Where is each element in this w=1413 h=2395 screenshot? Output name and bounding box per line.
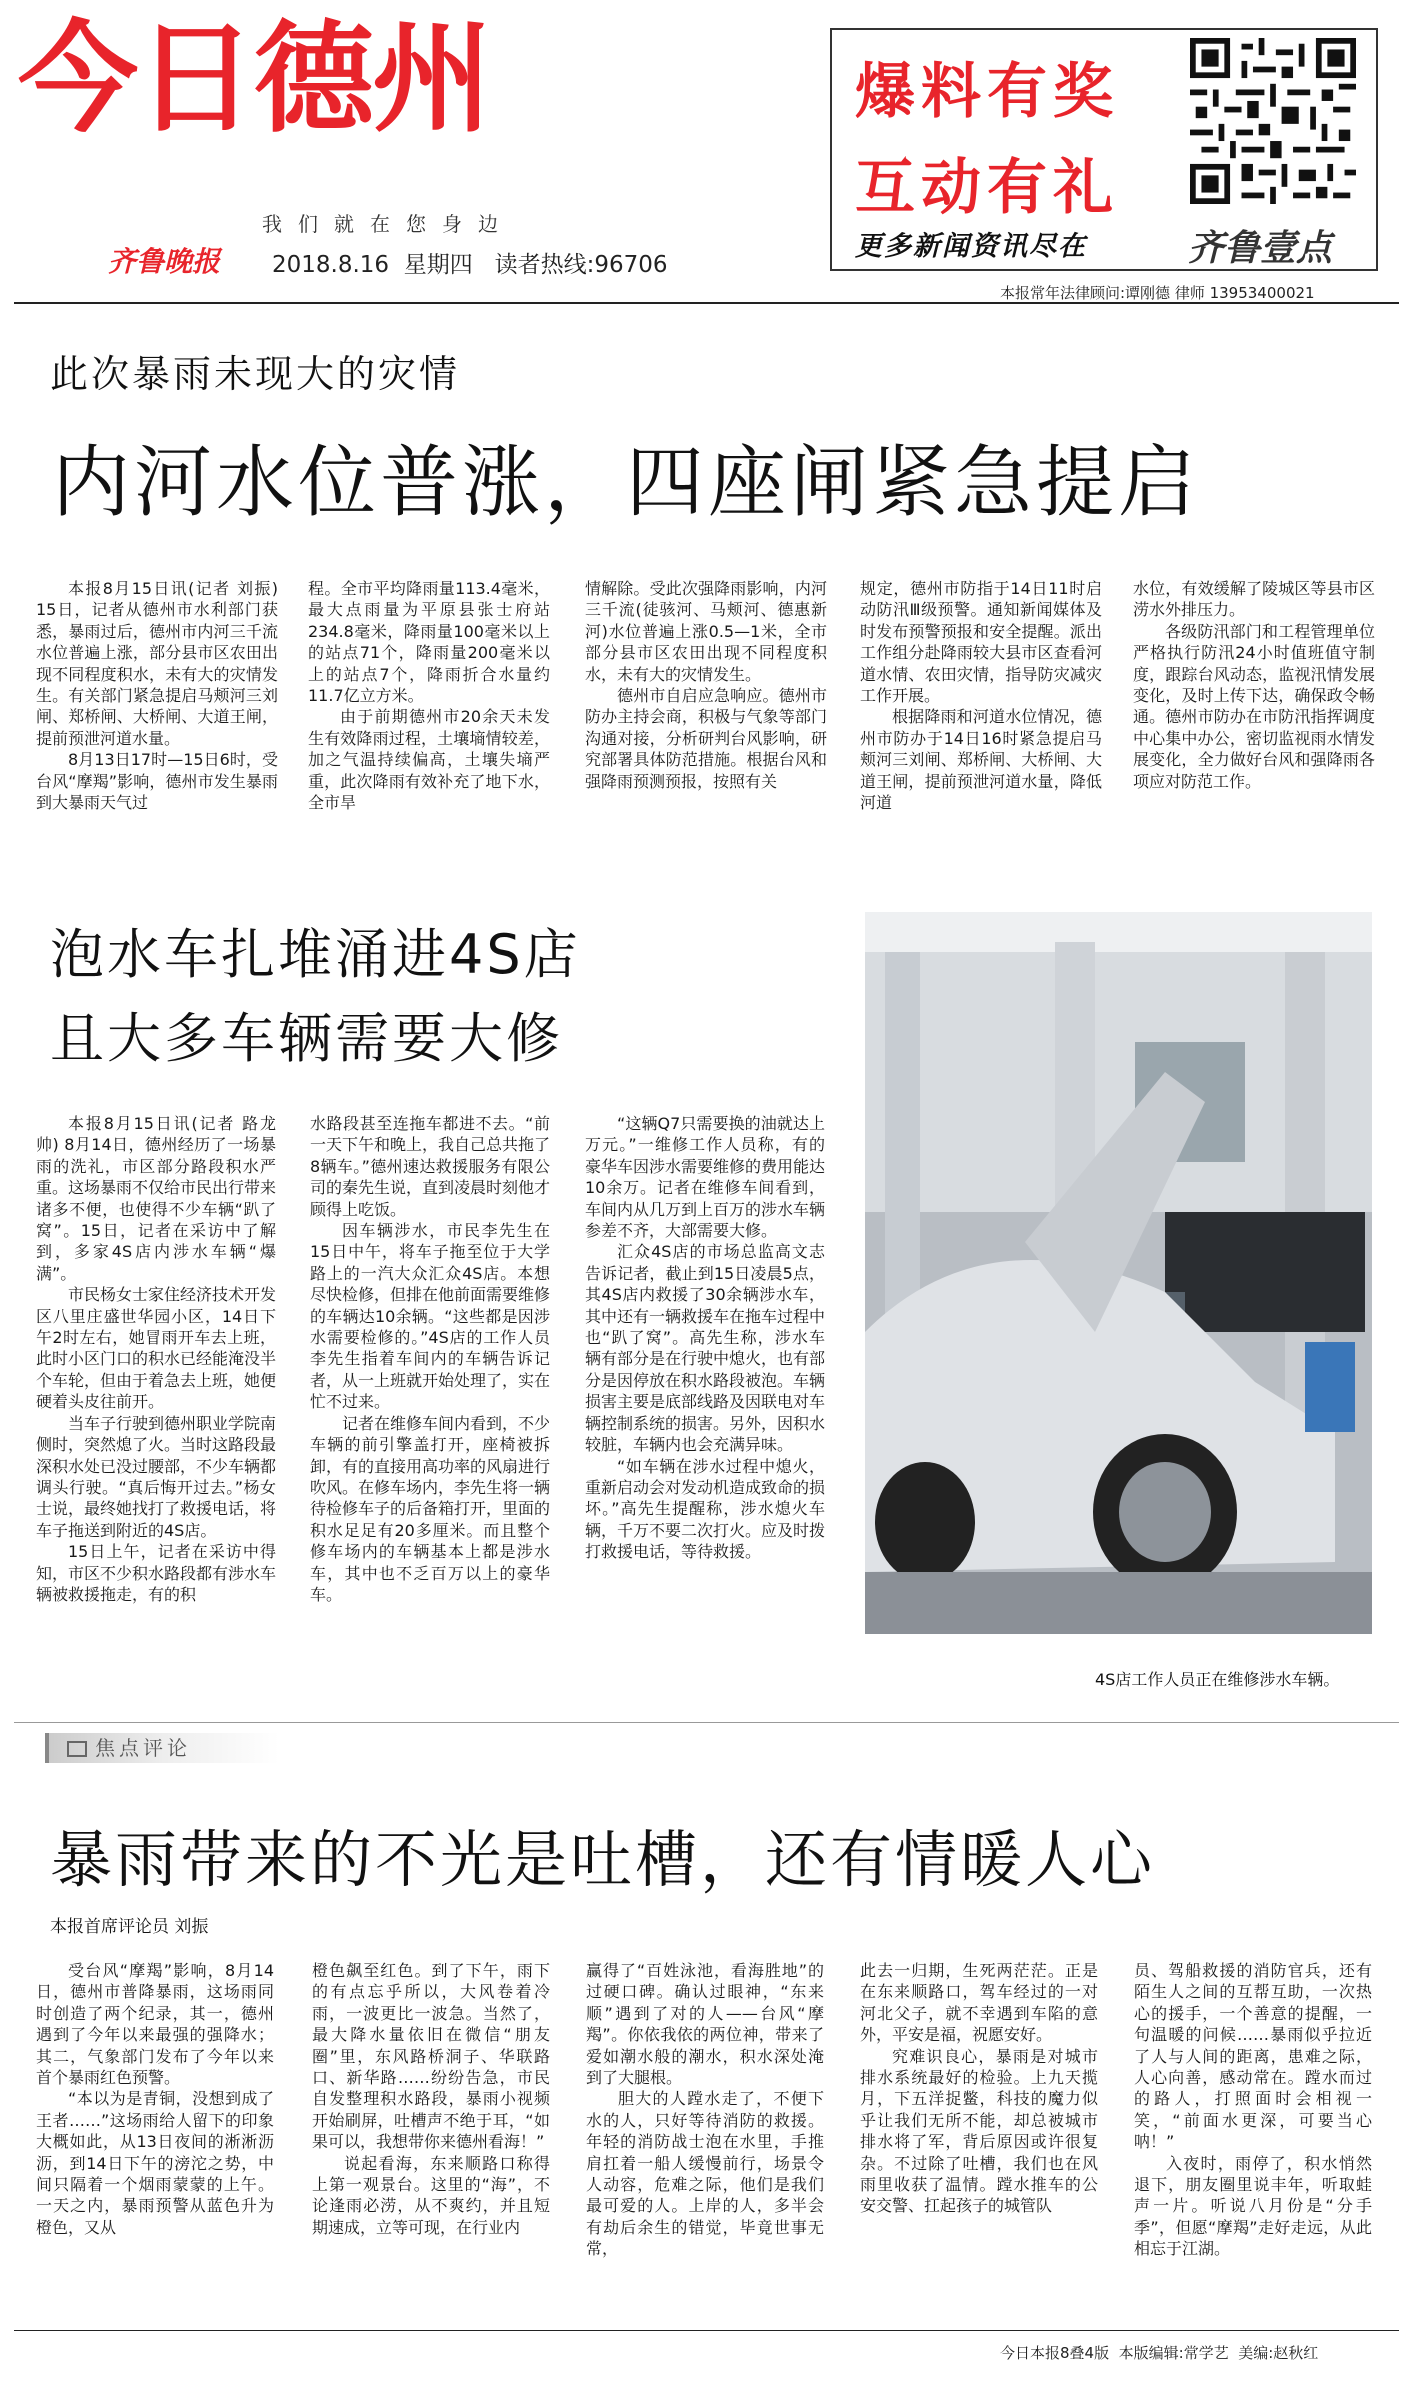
paragraph: “这辆Q7只需要换的油就达上万元。”一维修工作人员称，有的豪华车因涉水需要维修的费用能达10余万。记者在维修车间看到，车间内从几万到上百万的涉水车辆参差不齐，大部需要大修。 xyxy=(585,1114,826,1241)
paragraph: 规定，德州市防指于14日11时启动防汛Ⅲ级预警。通知新闻媒体及时发布预警预报和安全提醒。派出工作组分赴降雨较大县市区查看河道水情、农田灾情，指导防灾减灾工作开展。 xyxy=(860,579,1102,706)
commentary-col-1 xyxy=(36,1960,274,2238)
paragraph: 说起看海，东来顺路口称得上第一观景台。这里的“海”，不论逢雨必涝，从不爽约，并且短期速成，立等可现，在行业内 xyxy=(312,2153,550,2237)
paragraph: 此去一归期，生死两茫茫。正是在东来顺路口，驾车经过的一对河北父子，就不幸遇到车陷的意外，平安是福，祝愿安好。 xyxy=(860,1961,1098,2045)
paragraph: 赢得了“百姓泳池，看海胜地”的过硬口碑。确认过眼神，“东来顺”遇到了对的人——台风“摩羯”。你依我依的两位神，带来了爱如潮水般的潮水，积水深处淹到了大腿根。 xyxy=(586,1961,824,2088)
commentary-byline: 本报首席评论员 刘振 xyxy=(50,1917,209,1937)
paragraph: 市民杨女士家住经济技术开发区八里庄盛世华园小区，14日下午2时左右，她冒雨开车去上班，此时小区门口的积水已经能淹没半个车轮，但由于着急去上班，她便硬着头皮往前开。 xyxy=(36,1285,277,1412)
masthead-dateline xyxy=(272,246,668,279)
paragraph: 当车子行驶到德州职业学院南侧时，突然熄了火。当时这路段最深积水处已没过腰部，不少车辆都调头行驶。“真后悔开过去。”杨女士说，最终她找打了救援电话，将车子拖送到附近的4S店。 xyxy=(36,1413,277,1540)
paragraph: 究难识良心，暴雨是对城市排水系统最好的检验。上九天揽月，下五洋捉鳖，科技的魔力似乎让我们无所不能，却总被城市排水将了军，背后原因或许很复杂。不过除了吐槽，我们也在风雨里收获了温情。蹚水推车的公安交警、扛起孩子的城管队 xyxy=(860,2046,1098,2216)
paragraph: “如车辆在涉水过程中熄火，重新启动会对发动机造成致命的损坏。”高先生提醒称，涉水熄火车辆，千万不要二次打火。应及时拨打救援电话，等待救援。 xyxy=(585,1456,826,1562)
paragraph: 德州市自启应急响应。德州市防办主持会商，积极与气象等部门沟通对接，分析研判台风影响，研究部署具体防范措施。根据台风和强降雨预测预报，按照有关 xyxy=(585,686,827,791)
article1-col-5 xyxy=(1133,578,1375,792)
section-rule xyxy=(14,1722,1399,1723)
legal-advisor: 本报常年法律顾问:谭刚德 律师 13953400021 xyxy=(1000,284,1315,302)
footer-editor: 本版编辑:常学艺 xyxy=(1118,2344,1229,2362)
paragraph: 本报8月15日讯(记者 刘振) 15日，记者从德州市水利部门获悉，暴雨过后，德州市内河三千流水位普遍上涨，部分县市区农田出现不同程度积水，未有大的灾情发生。有关部门紧急提启马颊河三刘闸、郑桥闸、大桥闸、大道王闸，提前预泄河道水量。 xyxy=(36,579,278,748)
commentary-col-5 xyxy=(1134,1960,1372,2260)
repair-shop-photo xyxy=(865,912,1372,1634)
commentary-headline: 暴雨带来的不光是吐槽，还有情暖人心 xyxy=(50,1823,1156,1896)
paragraph: 橙色飙至红色。到了下午，雨下的有点忘乎所以，大风卷着冷雨，一波更比一波急。当然了，最大降水量依旧在微信“朋友圈”里，东风路桥洞子、华联路口、新华路……纷纷告急，市民自发整理积水路段，暴雨小视频开始刷屏，吐槽声不绝于耳，“如果可以，我想带你来德州看海！” xyxy=(312,1961,550,2152)
paragraph: 入夜时，雨停了，积水悄然退下，朋友圈里说丰年，听取蛙声一片。听说八月份是“分手季”，但愿“摩羯”走好走远，从此相忘于江湖。 xyxy=(1134,2153,1372,2259)
paragraph: 记者在维修车间内看到，不少车辆的前引擎盖打开，座椅被拆卸，有的直接用高功率的风扇进行吹风。在修车场内，李先生将一辆待检修车子的后备箱打开，里面的积水足足有20多厘米。而且整个修车场内的车辆基本上都是涉水车，其中也不乏百万以上的豪华车。 xyxy=(310,1413,551,1604)
article1-subhead: 此次暴雨未现大的灾情 xyxy=(50,352,461,396)
paragraph: 15日上午，记者在采访中得知，市区不少积水路段都有涉水车辆被救援拖走，有的积 xyxy=(36,1542,277,1604)
masthead-brand: 齐鲁晚报 xyxy=(108,245,221,278)
focus-tag-label: 焦点评论 xyxy=(95,1736,191,1760)
article1-col-2 xyxy=(308,578,550,813)
paragraph: 各级防汛部门和工程管理单位严格执行防汛24小时值班值守制度，跟踪台风动态，监视汛情发展变化，及时上传下达，确保政令畅通。德州市防办在市防汛指挥调度中心集中办公，密切监视雨水情发展变化，全力做好台风和强降雨各项应对防范工作。 xyxy=(1133,621,1375,791)
paragraph: 因车辆涉水，市民李先生在15日中午，将车子拖至位于大学路上的一汽大众汇众4S店。本想尽快检修，但排在他前面需要维修的车辆达10余辆。“这些都是因涉水需要检修的。”4S店的工作人员李先生指着车间内的车辆告诉记者，从一上班就开始处理了，实在忙不过来。 xyxy=(310,1221,551,1412)
hotline: 读者热线:96706 xyxy=(494,252,668,278)
paragraph: 本报8月15日讯(记者 路龙帅) 8月14日，德州经历了一场暴雨的洗礼，市区部分路段积水严重。这场暴雨不仅给市民出行带来诸多不便，也使得不少车辆“趴了窝”。15日，记者在采访中了解到，多家4S店内涉水车辆“爆满”。 xyxy=(36,1114,277,1283)
article1-col-1 xyxy=(36,578,278,813)
footer-art: 美编:赵秋红 xyxy=(1238,2344,1319,2362)
article2-headline-line1: 泡水车扎堆涌进4S店 xyxy=(50,923,581,986)
commentary-col-3 xyxy=(586,1960,824,2260)
article1-col-4 xyxy=(860,578,1102,813)
weekday: 星期四 xyxy=(403,252,473,278)
paragraph: 8月13日17时—15日6时，受台风“摩羯”影响，德州市发生暴雨到大暴雨天气过 xyxy=(36,750,278,813)
paragraph: 由于前期德州市20余天未发生有效降雨过程，土壤墒情较差，加之气温持续偏高，土壤失墒严重，此次降雨有效补充了地下水，全市旱 xyxy=(308,707,550,813)
article2-col-2 xyxy=(310,1113,550,1605)
paragraph: 根据降雨和河道水位情况，德州市防办于14日16时紧急提启马颊河三刘闸、郑桥闸、大桥闸、大道王闸，提前预泄河道水量，降低河道 xyxy=(860,707,1102,813)
paragraph: 胆大的人蹚水走了，不便下水的人，只好等待消防的救援。年轻的消防战士泡在水里，手推肩扛着一船人缓慢前行，场景令人动容，危难之际，他们是我们最可爱的人。上岸的人，多半会有劫后余生的错觉，毕竟世事无常， xyxy=(586,2089,824,2259)
photo-caption: 4S店工作人员正在维修涉水车辆。 xyxy=(1095,1670,1340,1689)
paragraph: 汇众4S店的市场总监高文志告诉记者，截止到15日凌晨5点，其4S店内救援了30余辆涉水车，其中还有一辆救援车在拖车过程中也“趴了窝”。高先生称，涉水车辆有部分是在行驶中熄火，也有部分是因停放在积水路段被泡。车辆损害主要是底部线路及因联电对车辆控制系统的损害。另外，因积水较脏，车辆内也会充满异味。 xyxy=(585,1242,826,1455)
paragraph: 水位，有效缓解了陵城区等县市区涝水外排压力。 xyxy=(1133,579,1375,620)
promo-line2: 互动有礼 xyxy=(855,153,1119,223)
commentary-col-4 xyxy=(860,1960,1098,2217)
date: 2018.8.16 xyxy=(272,252,390,278)
article1-headline: 内河水位普涨，四座闸紧急提启 xyxy=(52,438,1201,528)
article2-col-3 xyxy=(585,1113,825,1563)
focus-commentary-tag xyxy=(45,1733,279,1763)
article2-headline-line2: 且大多车辆需要大修 xyxy=(50,1007,563,1070)
paragraph: 情解除。受此次强降雨影响，内河三千流(徒骇河、马颊河、德惠新河)水位普遍上涨0.5—1米，全市部分县市区农田出现不同程度积水，未有大的灾情发生。 xyxy=(585,579,827,684)
footer-rule xyxy=(14,2330,1399,2331)
square-bullet-icon xyxy=(67,1741,87,1757)
paragraph: 水路段甚至连拖车都进不去。“前一天下午和晚上，我自己总共拖了8辆车。”德州速达救援服务有限公司的秦先生说，直到凌晨时刻他才顾得上吃饭。 xyxy=(310,1114,551,1219)
paragraph: “本以为是青铜，没想到成了王者……”这场雨给人留下的印象大概如此，从13日夜间的淅淅沥沥，到14日下午的滂沱之势，中间只隔着一个烟雨蒙蒙的上午。一天之内，暴雨预警从蓝色升为橙色，又从 xyxy=(36,2089,274,2237)
article1-col-3 xyxy=(585,578,827,792)
masthead-slogan: 我们就在您身边 xyxy=(262,212,514,236)
article2-col-1 xyxy=(36,1113,276,1605)
footer-edition: 今日本报8叠4版 xyxy=(1000,2344,1110,2362)
qr-code-icon[interactable] xyxy=(1190,38,1356,204)
promo-line3: 更多新闻资讯尽在 xyxy=(855,231,1087,262)
paragraph: 程。全市平均降雨量113.4毫米，最大点雨量为平原县张士府站234.8毫米，降雨量100毫米以上的站点71个，降雨量200毫米以上的站点7个，降雨折合水量约11.7亿立方米。 xyxy=(308,579,550,706)
masthead-rule xyxy=(14,302,1399,304)
commentary-col-2 xyxy=(312,1960,550,2238)
promo-line1: 爆料有奖 xyxy=(855,57,1119,127)
masthead-title: 今日德州 xyxy=(18,10,490,149)
footer-info xyxy=(1000,2342,1318,2363)
paragraph: 受台风“摩羯”影响，8月14日，德州市普降暴雨，这场雨同时创造了两个纪录，其一，德州遇到了今年以来最强的强降水；其二，气象部门发布了今年以来首个暴雨红色预警。 xyxy=(36,1961,274,2088)
promo-brand: 齐鲁壹点 xyxy=(1188,228,1333,269)
paragraph: 员、驾船救援的消防官兵，还有陌生人之间的互帮互助，一次热心的援手，一个善意的提醒，一句温暖的问候……暴雨似乎拉近了人与人间的距离，患难之际，人心向善，感动常在。蹚水而过的路人，打照面时会相视一笑，“前面水更深，可要当心呐！” xyxy=(1134,1961,1372,2152)
